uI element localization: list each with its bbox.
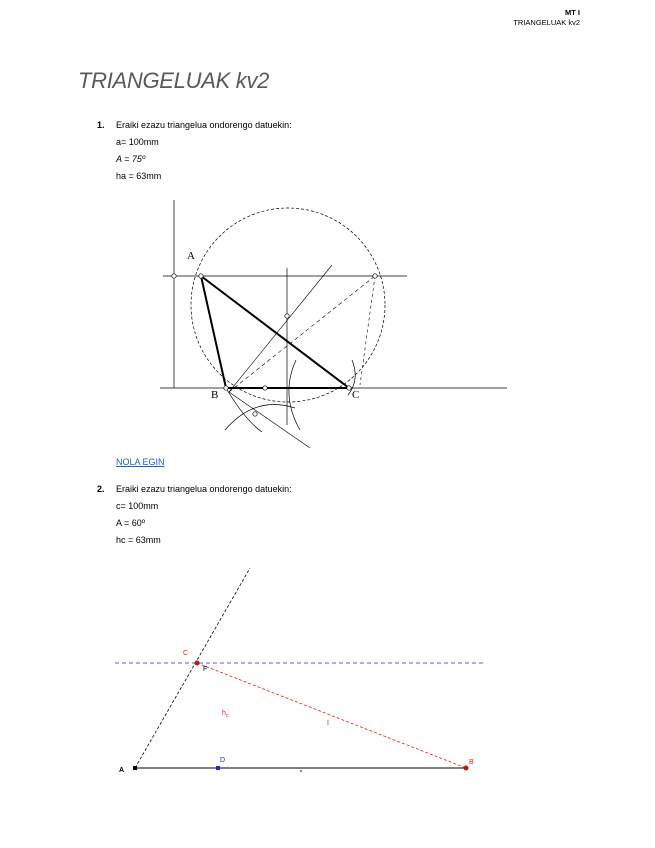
fig1-point-2 — [373, 274, 377, 278]
fig1-slant-1 — [229, 265, 332, 392]
fig2-label-hc — [222, 710, 229, 719]
fig1-point-1 — [172, 274, 176, 278]
figure-2 — [115, 568, 483, 772]
fig2-label-A: A — [119, 767, 125, 774]
page-title: TRIANGELUAK kv2 — [78, 68, 270, 93]
fig1-lower-arc-1 — [225, 404, 295, 430]
fig1-label-C: C — [352, 389, 360, 401]
fig1-point-C — [347, 386, 351, 390]
fig1-slant-dashed — [229, 276, 375, 392]
fig2-label-D: D — [220, 757, 226, 764]
exercise-2-statement: Eraiki ezazu triangelua ondorengo datuekin: — [116, 484, 292, 494]
exercise-2-number: 2. — [97, 484, 105, 494]
exercise-1-data-angle: A = 75º — [116, 154, 146, 164]
fig1-point-A — [199, 274, 203, 278]
exercise-1-data-a: a= 100mm — [116, 137, 159, 147]
fig2-point-C — [195, 661, 200, 666]
fig1-lower-arc-2 — [226, 388, 262, 432]
fig1-right-dashed — [360, 276, 375, 385]
fig2-label-C: C — [183, 650, 189, 657]
header-course: MT I — [565, 8, 580, 17]
fig2-point-D — [216, 766, 220, 770]
fig2-label-I: I — [327, 720, 329, 727]
fig1-point-3 — [285, 314, 289, 318]
exercise-2-data-height: hc = 63mm — [116, 535, 161, 545]
fig2-label-B: B — [469, 759, 474, 766]
fig1-arc-circle — [191, 208, 385, 402]
exercise-1-data-height: ha = 63mm — [116, 171, 162, 181]
exercise-1-statement: Eraiki ezazu triangelua ondorengo datuekin: — [116, 120, 292, 130]
fig2-point-B — [464, 766, 469, 771]
fig2-label-hc-sub: c — [225, 713, 229, 719]
fig1-lower-arc-3 — [289, 360, 300, 430]
exercise-1-number: 1. — [97, 120, 105, 130]
fig2-side-CB — [197, 663, 466, 768]
fig1-label-B: B — [211, 389, 219, 401]
fig2-dot — [300, 770, 302, 772]
figure-1 — [160, 200, 507, 448]
exercise-2-data-angle: A = 60º — [116, 518, 146, 528]
fig1-point-4 — [263, 386, 267, 390]
exercise-2-data-c: c= 100mm — [116, 501, 159, 511]
header-doc-title: TRIANGELUAK kv2 — [513, 18, 580, 27]
fig1-point-5 — [253, 412, 257, 416]
fig1-point-B — [224, 386, 228, 390]
nola-egin-link[interactable]: NOLA EGIN — [116, 457, 165, 467]
fig2-label-F: F — [203, 666, 208, 673]
fig2-point-A — [133, 766, 137, 770]
fig2-ray-line — [135, 568, 250, 768]
fig2-label-hc-main: h — [222, 710, 226, 717]
fig1-label-A: A — [187, 250, 195, 262]
